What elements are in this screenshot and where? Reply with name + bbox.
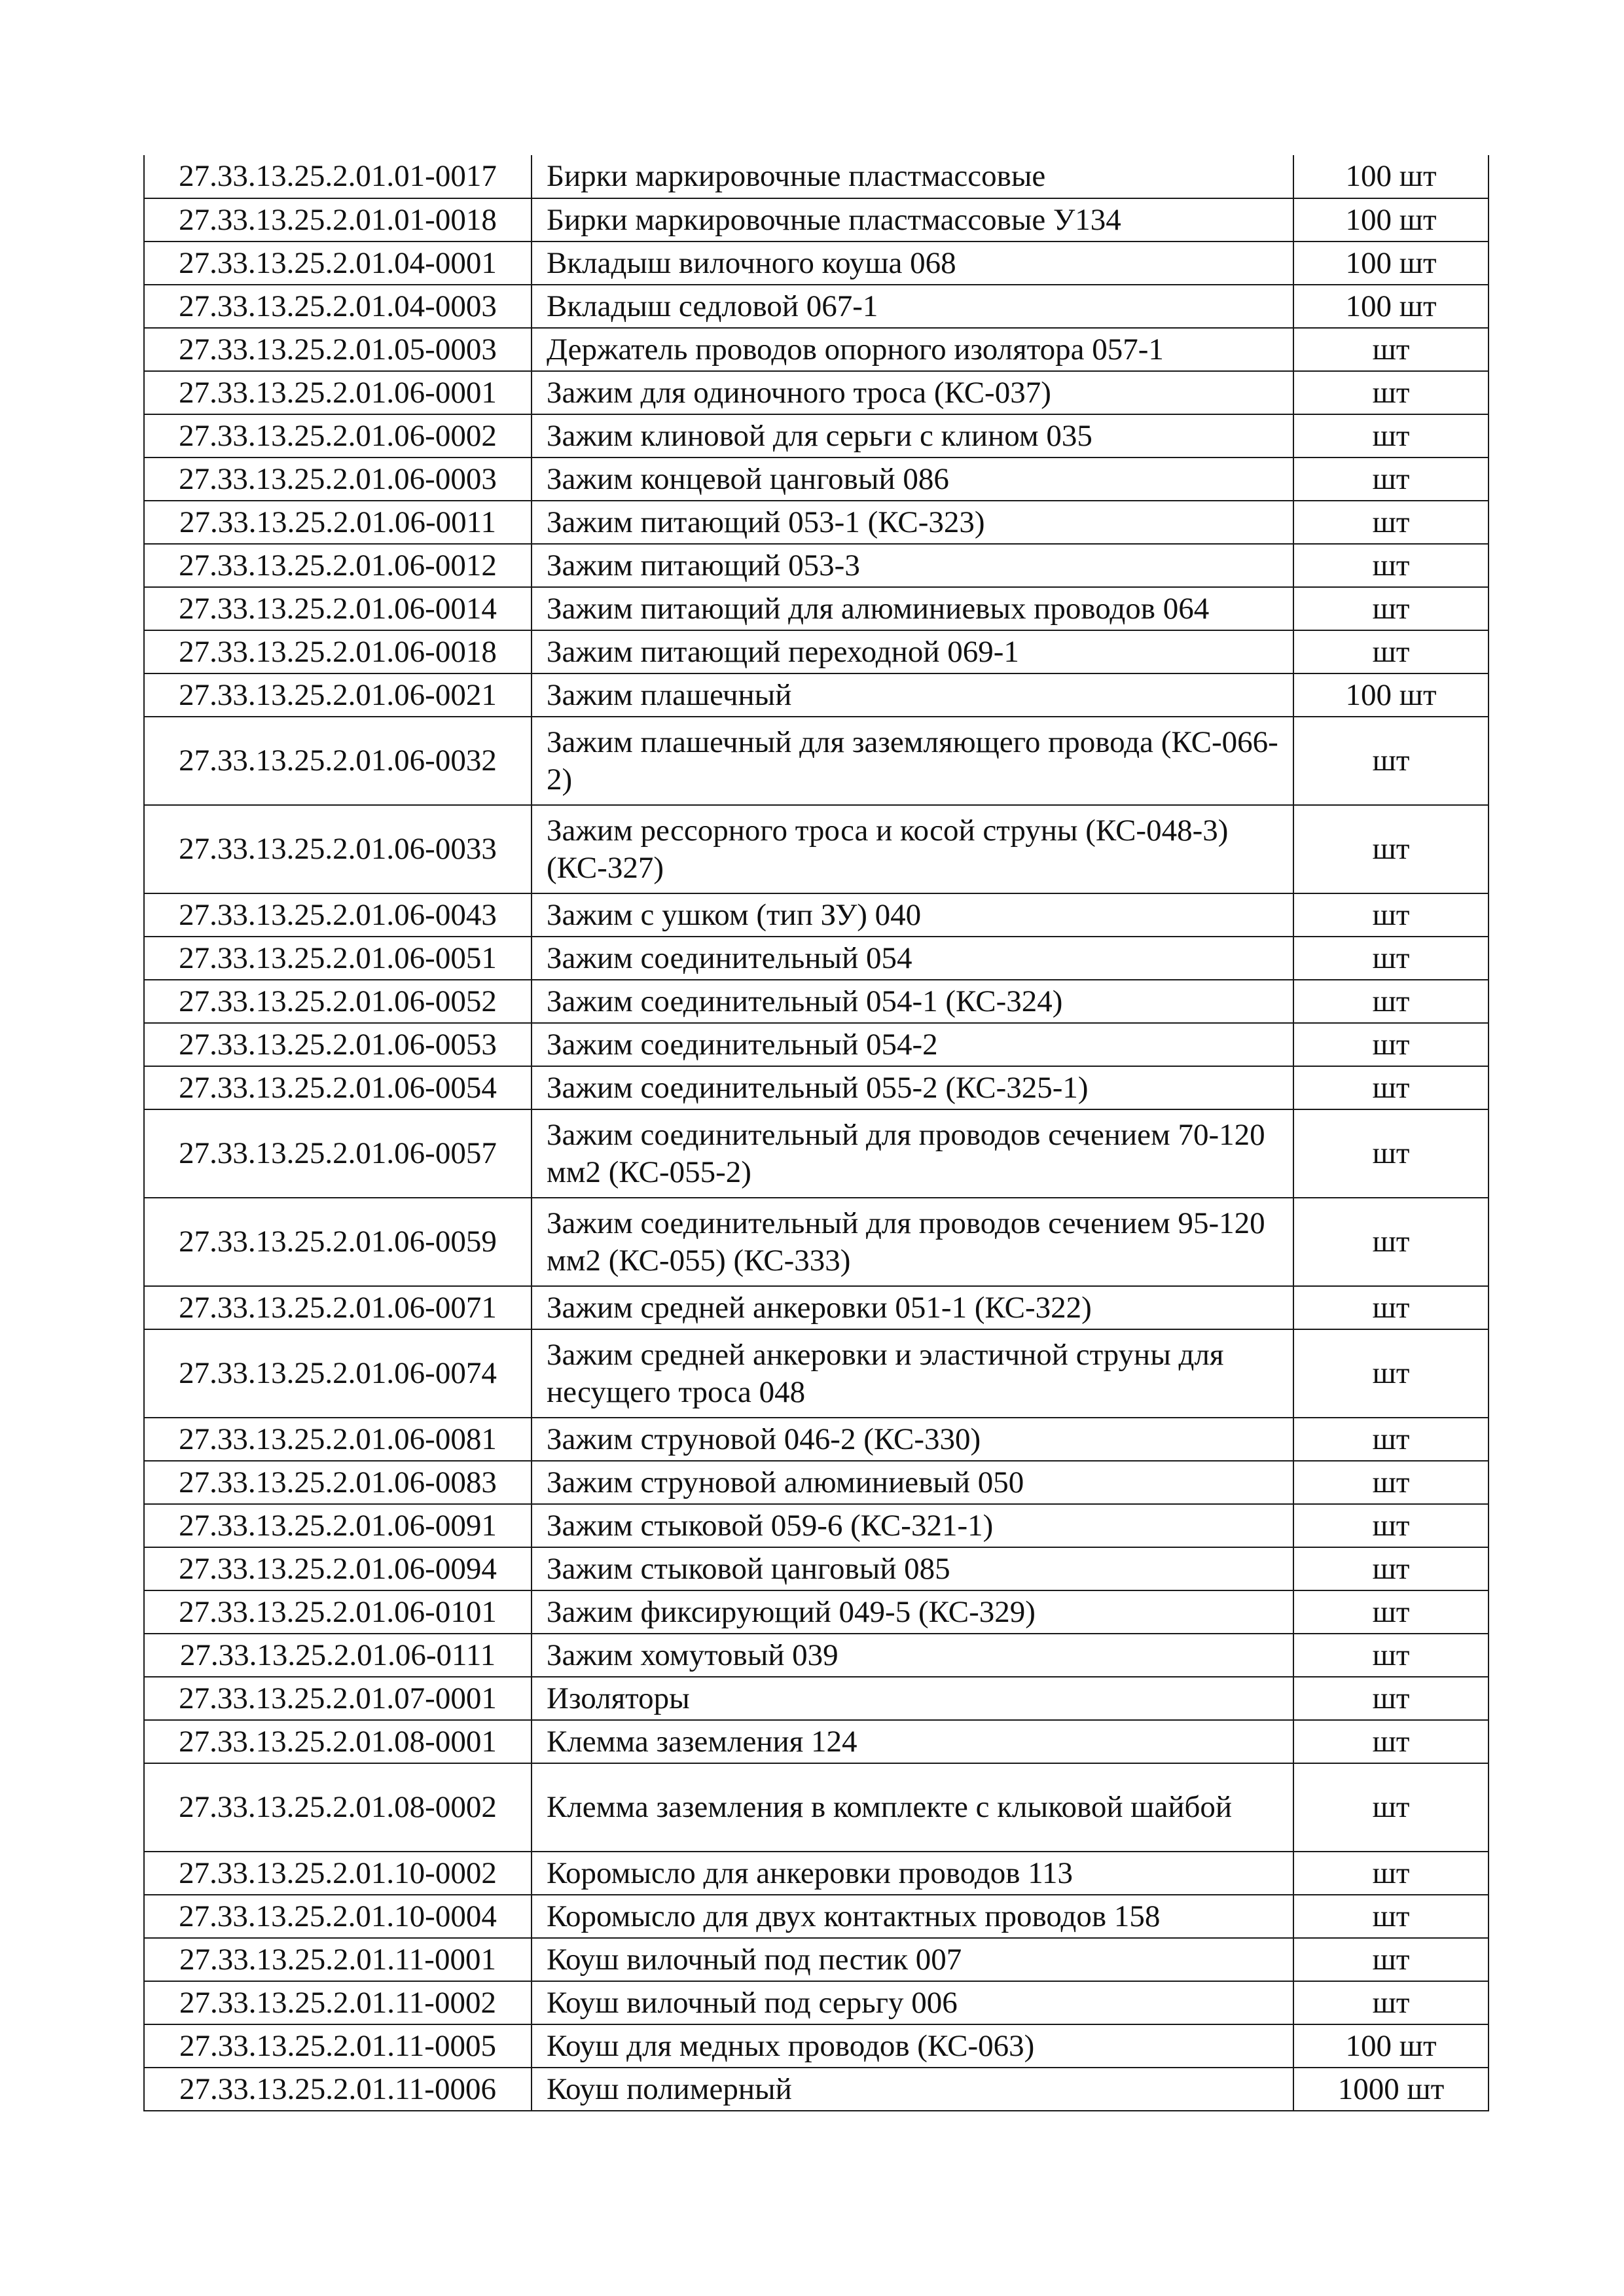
item-code-cell: 27.33.13.25.2.01.04-0003 xyxy=(144,285,532,328)
table-row xyxy=(144,1677,1489,1720)
item-code-cell: 27.33.13.25.2.01.06-0111 xyxy=(144,1634,532,1677)
item-name-cell: Зажим стыковой 059-6 (КС-321-1) xyxy=(532,1504,1293,1547)
item-unit-cell: шт xyxy=(1293,1023,1489,1066)
item-unit-cell: шт xyxy=(1293,1329,1489,1418)
item-code-cell: 27.33.13.25.2.01.06-0052 xyxy=(144,980,532,1023)
item-name-cell: Держатель проводов опорного изолятора 057-1 xyxy=(532,328,1293,371)
item-unit-cell: шт xyxy=(1293,937,1489,980)
item-name-cell: Зажим струновой 046-2 (КС-330) xyxy=(532,1418,1293,1461)
table-row xyxy=(144,1461,1489,1504)
item-unit-cell: шт xyxy=(1293,544,1489,587)
item-unit-cell: шт xyxy=(1293,1895,1489,1938)
table-row xyxy=(144,1198,1489,1286)
table-row xyxy=(144,2024,1489,2068)
item-unit-cell: шт xyxy=(1293,893,1489,937)
item-name-cell: Зажим соединительный для проводов сечением 95-120 мм2 (КС-055) (КС-333) xyxy=(532,1198,1293,1286)
table-row xyxy=(144,242,1489,285)
table-row xyxy=(144,1329,1489,1418)
table-row xyxy=(144,544,1489,587)
item-code-cell: 27.33.13.25.2.01.11-0005 xyxy=(144,2024,532,2068)
item-code-cell: 27.33.13.25.2.01.01-0018 xyxy=(144,198,532,242)
item-code-cell: 27.33.13.25.2.01.06-0101 xyxy=(144,1590,532,1634)
table-row xyxy=(144,414,1489,457)
table-row xyxy=(144,1547,1489,1590)
item-unit-cell: 100 шт xyxy=(1293,198,1489,242)
item-code-cell: 27.33.13.25.2.01.06-0012 xyxy=(144,544,532,587)
table-row xyxy=(144,457,1489,501)
item-unit-cell: шт xyxy=(1293,371,1489,414)
item-code-cell: 27.33.13.25.2.01.06-0002 xyxy=(144,414,532,457)
table-row xyxy=(144,980,1489,1023)
item-unit-cell: шт xyxy=(1293,501,1489,544)
table-row xyxy=(144,1852,1489,1895)
item-unit-cell: шт xyxy=(1293,1504,1489,1547)
item-name-cell: Зажим концевой цанговый 086 xyxy=(532,457,1293,501)
item-unit-cell: шт xyxy=(1293,457,1489,501)
item-code-cell: 27.33.13.25.2.01.06-0033 xyxy=(144,805,532,893)
item-name-cell: Зажим клиновой для серьги с клином 035 xyxy=(532,414,1293,457)
item-code-cell: 27.33.13.25.2.01.11-0002 xyxy=(144,1981,532,2024)
item-name-cell: Зажим соединительный 054-1 (КС-324) xyxy=(532,980,1293,1023)
item-code-cell: 27.33.13.25.2.01.08-0002 xyxy=(144,1763,532,1852)
item-name-cell: Зажим соединительный 054-2 xyxy=(532,1023,1293,1066)
item-unit-cell: 100 шт xyxy=(1293,285,1489,328)
item-code-cell: 27.33.13.25.2.01.06-0014 xyxy=(144,587,532,630)
item-unit-cell: шт xyxy=(1293,1109,1489,1198)
table-row xyxy=(144,587,1489,630)
table-row xyxy=(144,893,1489,937)
item-unit-cell: шт xyxy=(1293,1938,1489,1981)
table-row xyxy=(144,717,1489,805)
table-row xyxy=(144,937,1489,980)
table-row xyxy=(144,1981,1489,2024)
item-unit-cell: шт xyxy=(1293,1590,1489,1634)
item-unit-cell: шт xyxy=(1293,1286,1489,1329)
table-row xyxy=(144,1418,1489,1461)
item-name-cell: Зажим питающий 053-3 xyxy=(532,544,1293,587)
item-name-cell: Вкладыш седловой 067-1 xyxy=(532,285,1293,328)
table-row xyxy=(144,630,1489,673)
table-row xyxy=(144,1895,1489,1938)
item-code-cell: 27.33.13.25.2.01.06-0011 xyxy=(144,501,532,544)
table-row xyxy=(144,1023,1489,1066)
item-code-cell: 27.33.13.25.2.01.06-0021 xyxy=(144,673,532,717)
table-row xyxy=(144,501,1489,544)
table-row xyxy=(144,1286,1489,1329)
item-unit-cell: шт xyxy=(1293,980,1489,1023)
item-unit-cell: 100 шт xyxy=(1293,155,1489,198)
table-row xyxy=(144,673,1489,717)
table-row xyxy=(144,2068,1489,2111)
item-name-cell: Зажим питающий для алюминиевых проводов 064 xyxy=(532,587,1293,630)
item-code-cell: 27.33.13.25.2.01.06-0074 xyxy=(144,1329,532,1418)
item-code-cell: 27.33.13.25.2.01.06-0053 xyxy=(144,1023,532,1066)
item-code-cell: 27.33.13.25.2.01.06-0054 xyxy=(144,1066,532,1109)
item-name-cell: Коуш для медных проводов (КС-063) xyxy=(532,2024,1293,2068)
item-name-cell: Клемма заземления 124 xyxy=(532,1720,1293,1763)
item-unit-cell: шт xyxy=(1293,630,1489,673)
item-code-cell: 27.33.13.25.2.01.06-0059 xyxy=(144,1198,532,1286)
item-unit-cell: шт xyxy=(1293,1461,1489,1504)
item-unit-cell: 100 шт xyxy=(1293,242,1489,285)
item-name-cell: Коуш вилочный под серьгу 006 xyxy=(532,1981,1293,2024)
item-code-cell: 27.33.13.25.2.01.06-0091 xyxy=(144,1504,532,1547)
table-row xyxy=(144,328,1489,371)
item-unit-cell: шт xyxy=(1293,587,1489,630)
item-code-cell: 27.33.13.25.2.01.11-0006 xyxy=(144,2068,532,2111)
item-unit-cell: шт xyxy=(1293,1547,1489,1590)
table-row xyxy=(144,371,1489,414)
table-row xyxy=(144,1504,1489,1547)
item-name-cell: Изоляторы xyxy=(532,1677,1293,1720)
table-row xyxy=(144,1634,1489,1677)
item-unit-cell: шт xyxy=(1293,1677,1489,1720)
item-name-cell: Зажим соединительный 054 xyxy=(532,937,1293,980)
item-code-cell: 27.33.13.25.2.01.06-0083 xyxy=(144,1461,532,1504)
item-name-cell: Клемма заземления в комплекте с клыковой шайбой xyxy=(532,1763,1293,1852)
item-name-cell: Бирки маркировочные пластмассовые У134 xyxy=(532,198,1293,242)
item-name-cell: Зажим рессорного троса и косой струны (КС-048-3) (КС-327) xyxy=(532,805,1293,893)
item-code-cell: 27.33.13.25.2.01.06-0043 xyxy=(144,893,532,937)
item-unit-cell: шт xyxy=(1293,1634,1489,1677)
item-name-cell: Коромысло для двух контактных проводов 158 xyxy=(532,1895,1293,1938)
item-name-cell: Зажим средней анкеровки 051-1 (КС-322) xyxy=(532,1286,1293,1329)
item-code-cell: 27.33.13.25.2.01.10-0002 xyxy=(144,1852,532,1895)
item-name-cell: Вкладыш вилочного коуша 068 xyxy=(532,242,1293,285)
item-code-cell: 27.33.13.25.2.01.01-0017 xyxy=(144,155,532,198)
table-row xyxy=(144,1720,1489,1763)
item-name-cell: Зажим для одиночного троса (КС-037) xyxy=(532,371,1293,414)
item-code-cell: 27.33.13.25.2.01.06-0051 xyxy=(144,937,532,980)
table-row xyxy=(144,1938,1489,1981)
item-name-cell: Зажим соединительный 055-2 (КС-325-1) xyxy=(532,1066,1293,1109)
item-name-cell: Зажим с ушком (тип ЗУ) 040 xyxy=(532,893,1293,937)
item-name-cell: Коуш полимерный xyxy=(532,2068,1293,2111)
item-name-cell: Коромысло для анкеровки проводов 113 xyxy=(532,1852,1293,1895)
item-name-cell: Зажим струновой алюминиевый 050 xyxy=(532,1461,1293,1504)
table-row xyxy=(144,805,1489,893)
item-unit-cell: шт xyxy=(1293,1981,1489,2024)
item-unit-cell: шт xyxy=(1293,1066,1489,1109)
item-code-cell: 27.33.13.25.2.01.06-0018 xyxy=(144,630,532,673)
item-name-cell: Зажим питающий 053-1 (КС-323) xyxy=(532,501,1293,544)
item-name-cell: Коуш вилочный под пестик 007 xyxy=(532,1938,1293,1981)
item-unit-cell: шт xyxy=(1293,717,1489,805)
table-row xyxy=(144,198,1489,242)
item-code-cell: 27.33.13.25.2.01.06-0081 xyxy=(144,1418,532,1461)
item-unit-cell: шт xyxy=(1293,1418,1489,1461)
item-code-cell: 27.33.13.25.2.01.06-0094 xyxy=(144,1547,532,1590)
item-name-cell: Зажим стыковой цанговый 085 xyxy=(532,1547,1293,1590)
item-code-cell: 27.33.13.25.2.01.06-0032 xyxy=(144,717,532,805)
item-code-cell: 27.33.13.25.2.01.07-0001 xyxy=(144,1677,532,1720)
table-row xyxy=(144,285,1489,328)
item-code-cell: 27.33.13.25.2.01.06-0071 xyxy=(144,1286,532,1329)
item-code-cell: 27.33.13.25.2.01.06-0003 xyxy=(144,457,532,501)
item-unit-cell: шт xyxy=(1293,1198,1489,1286)
item-unit-cell: 100 шт xyxy=(1293,2024,1489,2068)
item-code-cell: 27.33.13.25.2.01.05-0003 xyxy=(144,328,532,371)
item-code-cell: 27.33.13.25.2.01.06-0001 xyxy=(144,371,532,414)
item-code-cell: 27.33.13.25.2.01.10-0004 xyxy=(144,1895,532,1938)
table-row xyxy=(144,1590,1489,1634)
table-row xyxy=(144,1109,1489,1198)
item-name-cell: Зажим средней анкеровки и эластичной струны для несущего троса 048 xyxy=(532,1329,1293,1418)
item-unit-cell: шт xyxy=(1293,414,1489,457)
item-name-cell: Зажим соединительный для проводов сечением 70-120 мм2 (КС-055-2) xyxy=(532,1109,1293,1198)
item-unit-cell: шт xyxy=(1293,1720,1489,1763)
resource-table xyxy=(143,155,1489,2111)
item-name-cell: Зажим плашечный для заземляющего провода (КС-066-2) xyxy=(532,717,1293,805)
table-row xyxy=(144,1763,1489,1852)
item-unit-cell: шт xyxy=(1293,1763,1489,1852)
item-code-cell: 27.33.13.25.2.01.04-0001 xyxy=(144,242,532,285)
item-unit-cell: 100 шт xyxy=(1293,673,1489,717)
resource-table-body xyxy=(144,155,1489,2111)
item-unit-cell: шт xyxy=(1293,1852,1489,1895)
item-name-cell: Бирки маркировочные пластмассовые xyxy=(532,155,1293,198)
item-name-cell: Зажим плашечный xyxy=(532,673,1293,717)
item-code-cell: 27.33.13.25.2.01.06-0057 xyxy=(144,1109,532,1198)
item-unit-cell: шт xyxy=(1293,328,1489,371)
item-code-cell: 27.33.13.25.2.01.08-0001 xyxy=(144,1720,532,1763)
item-name-cell: Зажим хомутовый 039 xyxy=(532,1634,1293,1677)
item-name-cell: Зажим питающий переходной 069-1 xyxy=(532,630,1293,673)
item-code-cell: 27.33.13.25.2.01.11-0001 xyxy=(144,1938,532,1981)
item-name-cell: Зажим фиксирующий 049-5 (КС-329) xyxy=(532,1590,1293,1634)
item-unit-cell: 1000 шт xyxy=(1293,2068,1489,2111)
table-row xyxy=(144,1066,1489,1109)
table-row xyxy=(144,155,1489,198)
item-unit-cell: шт xyxy=(1293,805,1489,893)
